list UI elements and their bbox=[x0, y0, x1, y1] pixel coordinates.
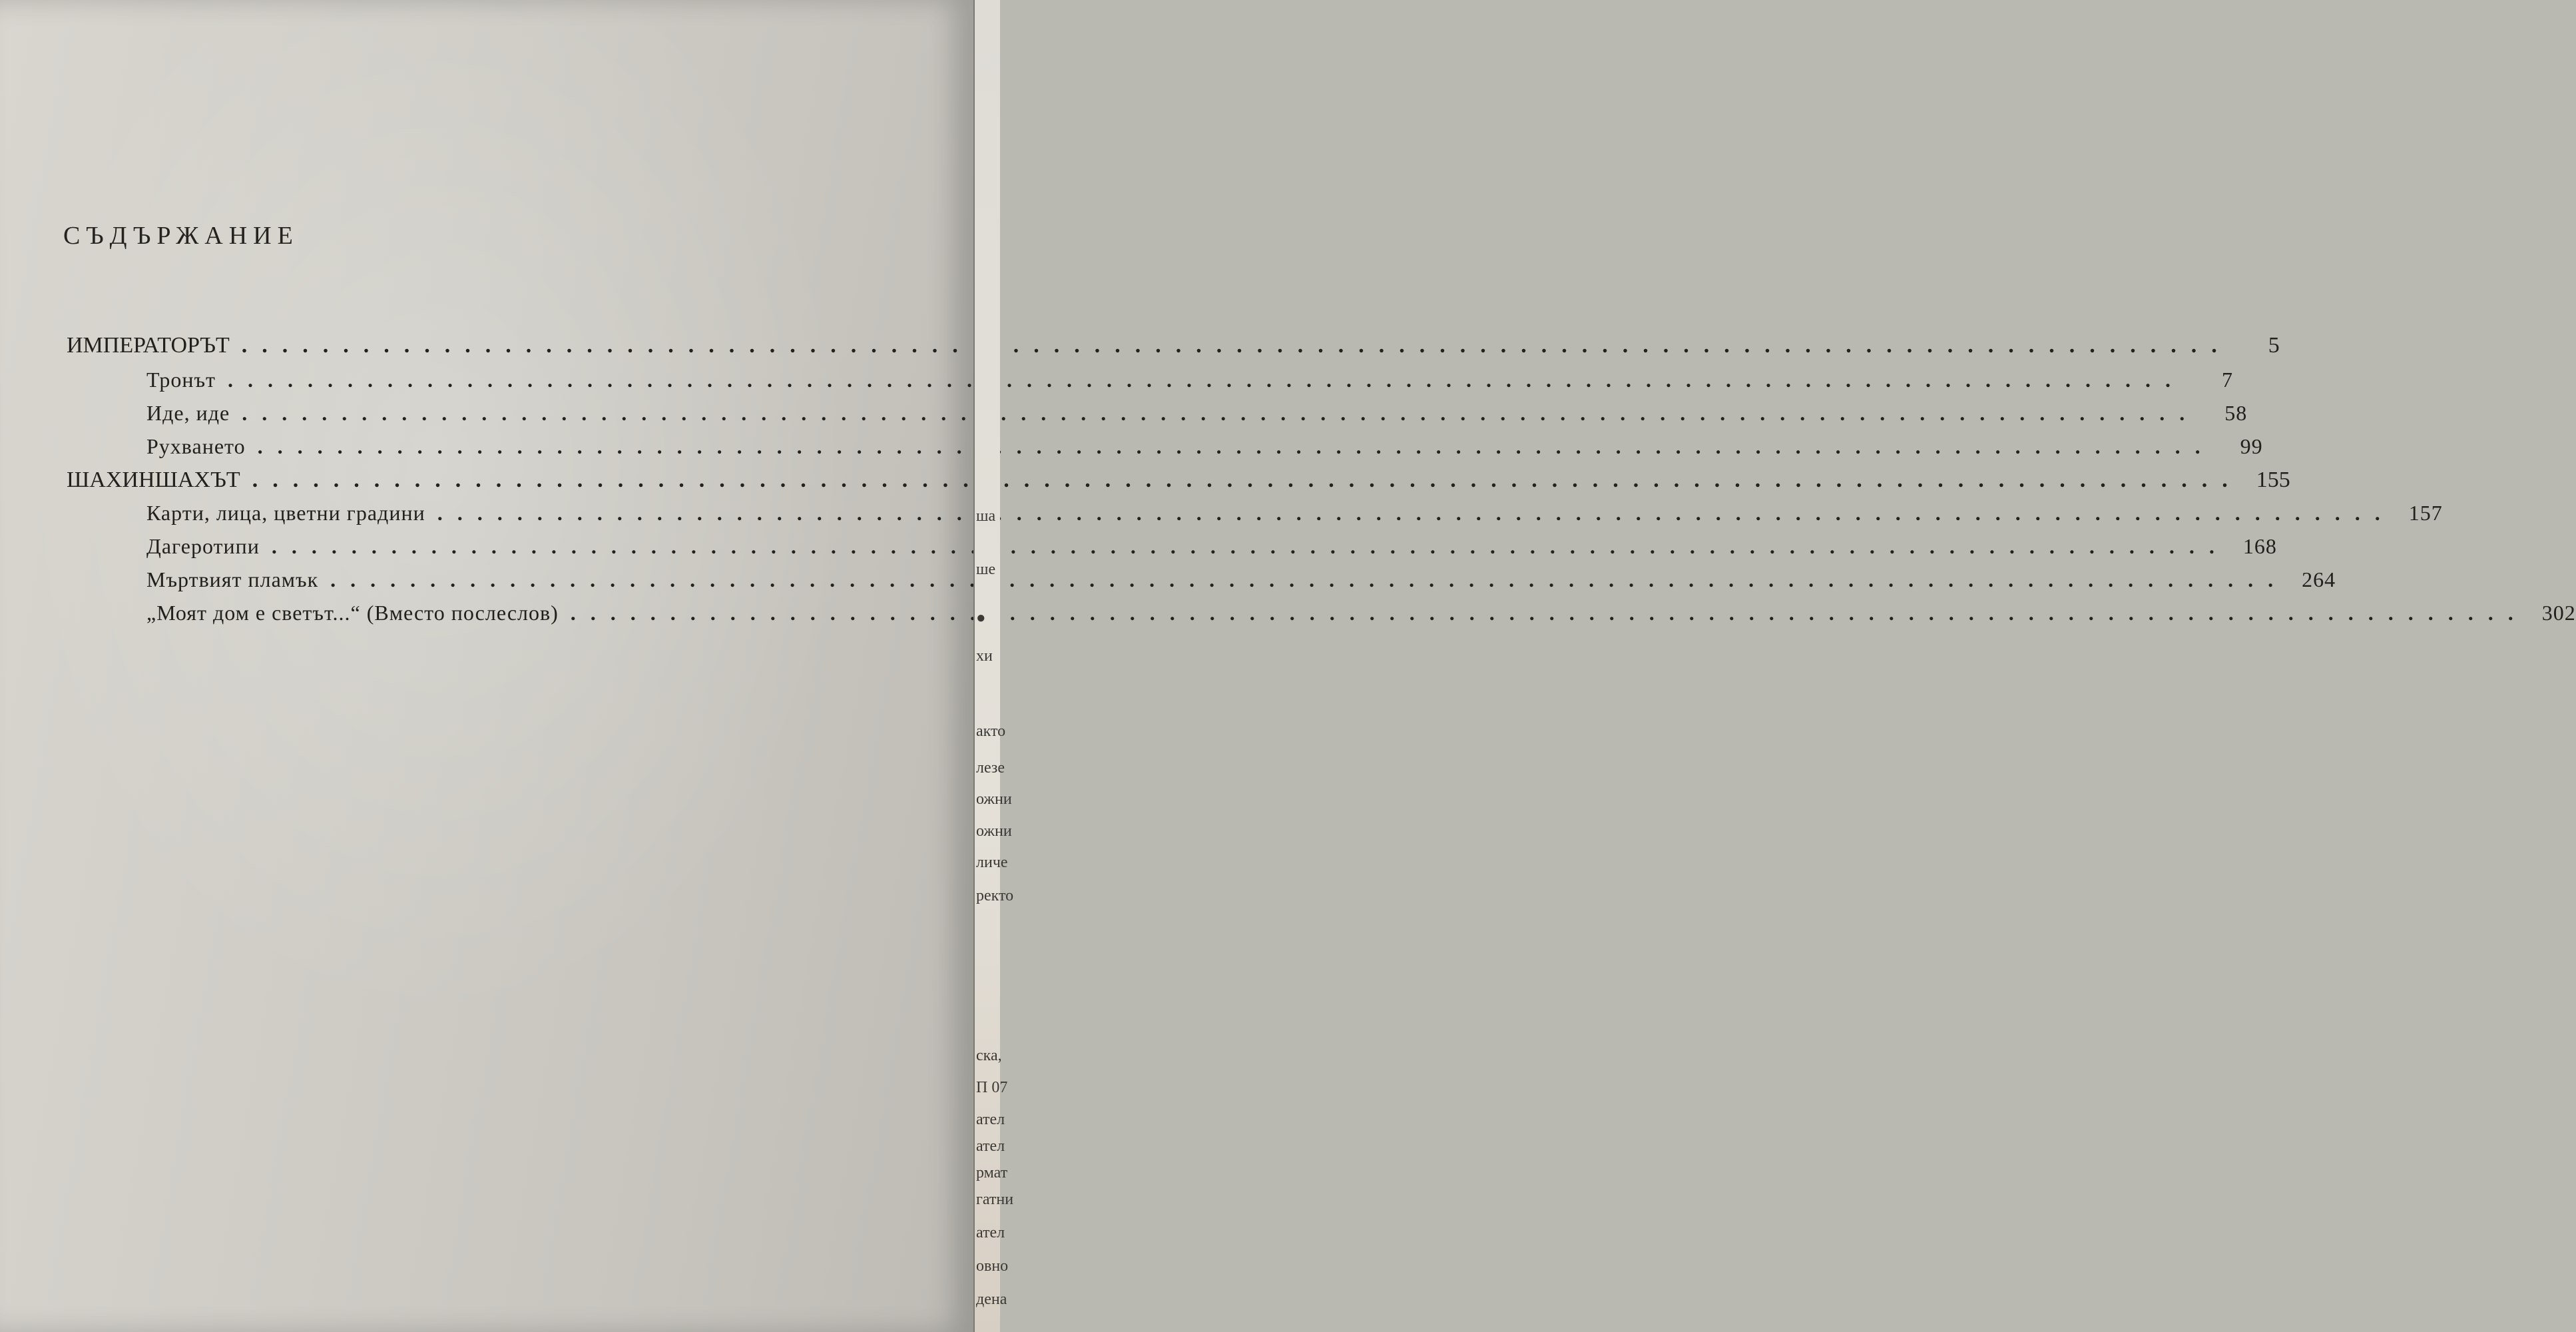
next-page-fragment: ска, bbox=[976, 1047, 1002, 1064]
toc-entry bbox=[146, 534, 2277, 561]
toc-entry-page: 58 bbox=[2224, 401, 2248, 425]
toc-entry-title: Мъртвият пламък bbox=[146, 567, 319, 591]
toc-entry bbox=[146, 368, 2233, 394]
toc-entry-page: 168 bbox=[2242, 534, 2277, 558]
toc-entry-title: Дагеротипи bbox=[146, 534, 260, 558]
toc-entry bbox=[146, 401, 2248, 428]
toc-entry bbox=[67, 333, 2280, 360]
dot-leader bbox=[228, 368, 2185, 392]
dot-leader bbox=[258, 434, 2215, 459]
toc-title: СЪДЪРЖАНИЕ bbox=[63, 222, 299, 250]
next-page-fragment: ша bbox=[976, 507, 996, 525]
toc-entry-title: Иде, иде bbox=[146, 401, 230, 425]
next-page-fragment: лезе bbox=[976, 759, 1005, 777]
toc-entry bbox=[67, 468, 2290, 494]
dot-leader bbox=[242, 401, 2199, 426]
next-page-fragment: ректо bbox=[976, 887, 1014, 904]
next-page-fragment: рмат bbox=[976, 1164, 1008, 1181]
next-page-fragment: дена bbox=[976, 1291, 1007, 1308]
next-page-fragment: личе bbox=[976, 854, 1008, 871]
dot-leader bbox=[330, 567, 2288, 592]
toc-entry-page: 157 bbox=[2408, 501, 2443, 525]
next-page-fragment: ател bbox=[976, 1138, 1005, 1155]
next-page-fragment: ожни bbox=[976, 791, 1012, 808]
toc-entry-page: 155 bbox=[2256, 468, 2290, 492]
dot-leader bbox=[437, 501, 2395, 525]
next-page-fragment: П 07 bbox=[976, 1079, 1008, 1096]
toc-entry-title: Рухването bbox=[146, 434, 246, 458]
next-page-fragment: ожни bbox=[976, 823, 1012, 840]
next-page-fragment: ше bbox=[976, 561, 996, 578]
next-page-fragment: гатни bbox=[976, 1191, 1014, 1208]
toc-entry-title: Тронът bbox=[146, 368, 216, 392]
toc-entry-title: ИМПЕРАТОРЪТ bbox=[67, 333, 230, 358]
dot-leader bbox=[252, 468, 2242, 493]
toc-entry-page: 7 bbox=[2221, 368, 2233, 392]
next-page-fragment: хи bbox=[976, 647, 993, 665]
next-page-fragment: ател bbox=[976, 1224, 1005, 1241]
toc-entry-title: ШАХИНШАХЪТ bbox=[67, 468, 240, 492]
adjacent-page-edge bbox=[973, 0, 1014, 1332]
toc-entry-page: 264 bbox=[2302, 567, 2336, 591]
toc-entry-page: 302 bbox=[2541, 601, 2576, 625]
toc-entry-page: 99 bbox=[2240, 434, 2263, 458]
next-page-fragment: ател bbox=[976, 1111, 1005, 1128]
toc-entry-title: Карти, лица, цветни градини bbox=[146, 501, 425, 525]
next-page-fragment: акто bbox=[976, 723, 1006, 740]
toc-entry bbox=[146, 601, 2576, 627]
toc-entry bbox=[146, 434, 2263, 461]
dot-leader bbox=[242, 333, 2232, 358]
next-page-fragment: овно bbox=[976, 1257, 1009, 1275]
toc-entry-page: 5 bbox=[2268, 333, 2280, 358]
dot-leader bbox=[571, 601, 2528, 625]
toc-entry-title: „Моят дом е светът...“ (Вместо послеслов) bbox=[146, 601, 559, 625]
next-page-fragment: ● bbox=[976, 609, 986, 627]
dot-leader bbox=[272, 534, 2229, 559]
